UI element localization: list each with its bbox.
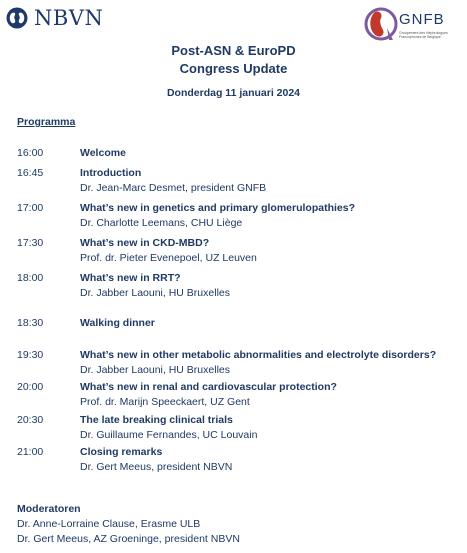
- program-time: 17:00: [17, 202, 44, 214]
- gnfb-logo-text: GNFB: [399, 11, 445, 28]
- moderator-line: Dr. Gert Meeus, AZ Groeninge, president NBVN: [17, 533, 240, 545]
- nbvn-logo: [6, 6, 103, 30]
- gnfb-logo: [363, 4, 461, 48]
- program-title: The late breaking clinical trials: [80, 414, 233, 426]
- program-title: Welcome: [80, 147, 126, 159]
- program-time: 21:00: [17, 446, 44, 458]
- program-time: 18:00: [17, 272, 44, 284]
- program-speaker: Dr. Jean-Marc Desmet, president GNFB: [80, 182, 267, 194]
- page-title: Post-ASN & EuroPD: [171, 43, 296, 58]
- nbvn-logo-text: NBVN: [34, 6, 104, 30]
- program-speaker: Dr. Jabber Laouni, HU Bruxelles: [80, 287, 230, 299]
- program-speaker: Dr. Jabber Laouni, HU Bruxelles: [80, 364, 230, 376]
- gnfb-emblem-icon: [363, 4, 399, 46]
- program-title: Walking dinner: [80, 317, 155, 329]
- program-speaker: Dr. Guillaume Fernandes, UC Louvain: [80, 429, 258, 441]
- program-speaker: Dr. Gert Meeus, president NBVN: [80, 461, 233, 473]
- kidney-logo-icon: [6, 7, 28, 29]
- program-title: What’s new in CKD-MBD?: [80, 237, 210, 249]
- programma-heading: Programma: [17, 116, 76, 128]
- program-speaker: Prof. dr. Pieter Evenepoel, UZ Leuven: [80, 252, 257, 264]
- moderatoren-heading: Moderatoren: [17, 503, 81, 515]
- page-subtitle: Congress Update: [179, 61, 288, 76]
- program-time: 17:30: [17, 237, 44, 249]
- program-time: 20:00: [17, 381, 44, 393]
- program-time: 16:00: [17, 147, 44, 159]
- event-date: Donderdag 11 januari 2024: [166, 87, 301, 99]
- gnfb-logo-subtitle: Groupement des Néphrologues Francophones de Belgique: [399, 31, 448, 39]
- program-time: 20:30: [17, 414, 44, 426]
- program-speaker: Dr. Charlotte Leemans, CHU Liège: [80, 217, 243, 229]
- moderator-line: Dr. Anne-Lorraine Clause, Erasme ULB: [17, 518, 201, 530]
- program-title: What’s new in RRT?: [80, 272, 181, 284]
- program-title: Closing remarks: [80, 446, 163, 458]
- program-time: 19:30: [17, 349, 44, 361]
- program-speaker: Prof. dr. Marijn Speeckaert, UZ Gent: [80, 396, 250, 408]
- program-title: What’s new in renal and cardiovascular protection?: [80, 381, 337, 393]
- program-title: What’s new in genetics and primary glomerulopathies?: [80, 202, 355, 214]
- program-title: What’s new in other metabolic abnormalities and electrolyte disorders?: [80, 349, 437, 361]
- program-time: 18:30: [17, 317, 44, 329]
- program-title: Introduction: [80, 167, 142, 179]
- program-time: 16:45: [17, 167, 44, 179]
